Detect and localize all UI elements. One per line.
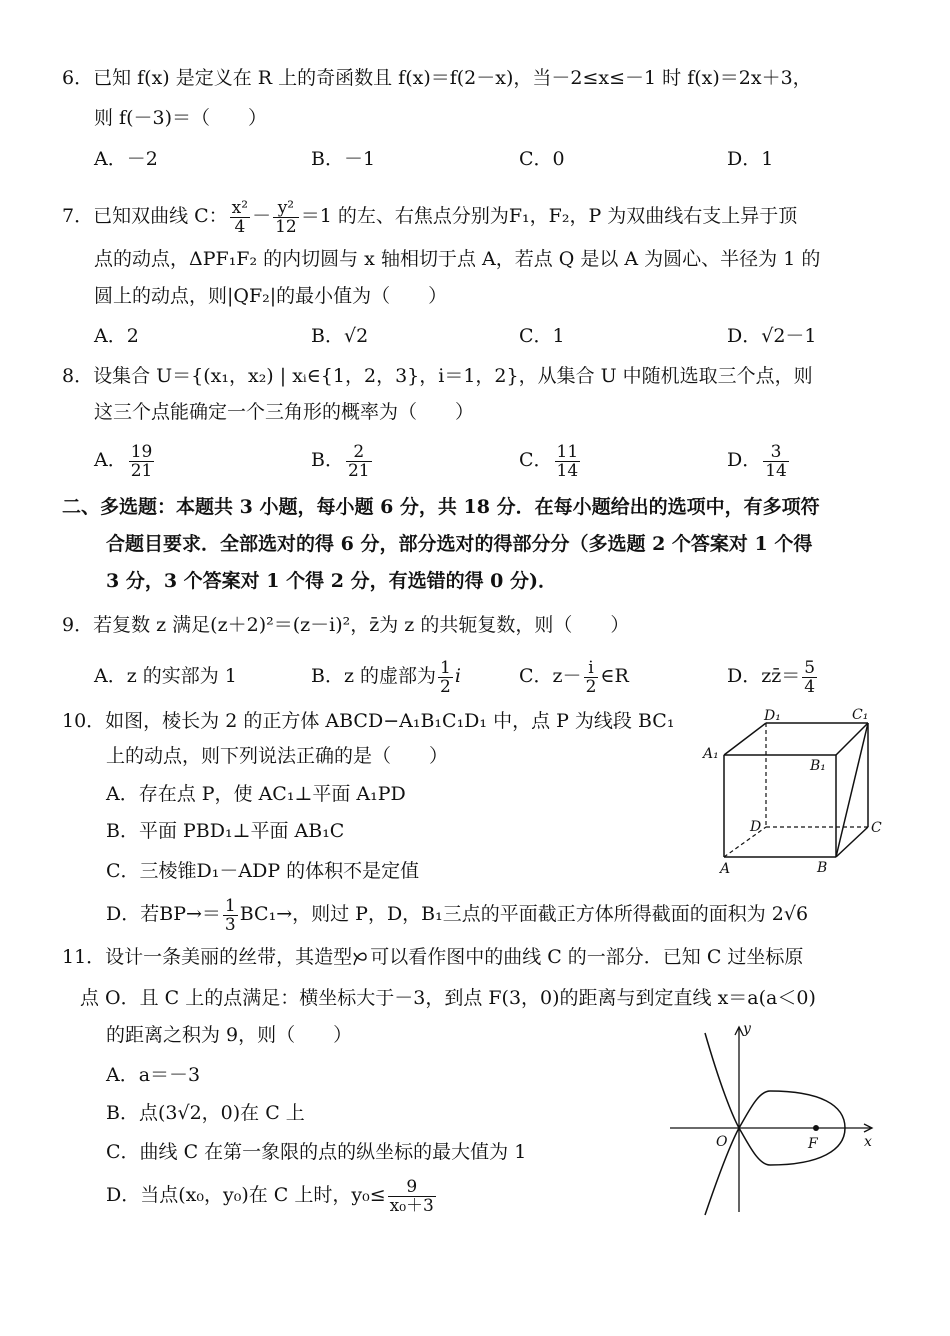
q11-option-d: D．当点(x₀，y₀)在 C 上时，y₀≤ $\frac{9}{\text{x₀＋3}}$ (106, 1176, 434, 1216)
edge-b1-c1 (836, 723, 868, 755)
q7-intro: 7．已知双曲线 C： (62, 205, 228, 227)
q9-line1: 9．若复数 z 满足(z＋2)²＝(z－i)²，z̄为 z 的共轭复数，则（ ） (62, 614, 630, 636)
label-a: A (720, 861, 731, 877)
q6-option-b: B．－1 (311, 148, 376, 170)
q8-option-c: C． $\frac{11}{14}$ (519, 441, 579, 481)
q10-line2: 上的动点，则下列说法正确的是（ ） (106, 745, 449, 767)
section2-heading-line1: 二、多选题：本题共 3 小题，每小题 6 分，共 18 分．在每小题给出的选项中，有多项符 (62, 496, 820, 518)
curve-c (705, 1033, 845, 1215)
label-d: D (750, 819, 762, 835)
q7-option-c: C．1 (519, 325, 565, 347)
focus-point (813, 1125, 819, 1131)
q10-option-b: B．平面 PBD₁⊥平面 AB₁C (106, 820, 345, 842)
label-b: B (817, 860, 828, 876)
label-c1: C₁ (852, 707, 869, 723)
q7-option-a: A．2 (94, 325, 139, 347)
q9-option-d: D．zz̄＝ $\frac{5}{4}$ (727, 657, 816, 697)
edge-a1-d1 (724, 723, 766, 755)
q9-option-a: A．z 的实部为 1 (94, 665, 237, 687)
q7-option-b: B．√2 (311, 325, 369, 347)
q7-fraction-y: $\frac{\text{y²}}{12}$ (275, 197, 297, 237)
q7-line1 (62, 194, 797, 238)
q8-line2: 这三个点能确定一个三角形的概率为（ ） (94, 401, 475, 423)
edge-b-c (836, 827, 868, 857)
q7-fraction-x: $\frac{\text{x²}}{4}$ (231, 197, 249, 237)
q6-option-a: A．－2 (94, 148, 158, 170)
q11-option-b: B．点(3√2，0)在 C 上 (106, 1102, 305, 1124)
section2-heading-line3: 3 分，3 个答案对 1 个得 2 分，有选错的得 0 分)． (106, 570, 558, 592)
q11-line2: 点 O．且 C 上的点满足：横坐标大于－3，到点 F(3，0)的距离与到定直线 x＝a(a＜0) (80, 987, 816, 1009)
ribbon-icon (352, 949, 370, 967)
q7-rest: ＝1 的左、右焦点分别为F₁，F₂，P 为双曲线右支上异于顶 (300, 205, 798, 227)
q10-option-d: D．若BP→＝ $\frac{1}{3}$ BC₁→，则过 P，D，B₁三点的平面截正方体所得截面的面积为 2√6 (106, 895, 809, 935)
q6-line2: 则 f(－3)＝（ ） (94, 107, 267, 129)
q6-option-d: D．1 (727, 148, 774, 170)
q8-line1: 8．设集合 U＝{(x₁，x₂) | xᵢ∈{1，2，3}，i＝1，2}，从集合 U 中随机选取三个点，则 (62, 365, 813, 387)
label-d1: D₁ (764, 708, 781, 724)
q8-option-b: B． $\frac{2}{21}$ (311, 441, 370, 481)
q9-option-c: C．z－ $\frac{i}{2}$ ∈R (519, 657, 629, 697)
label-b1: B₁ (810, 758, 826, 774)
q11-option-a: A．a＝－3 (106, 1064, 201, 1086)
q6-line1: 6．已知 f(x) 是定义在 R 上的奇函数且 f(x)＝f(2－x)，当－2≤x≤－1 时 f(x)＝2x＋3， (62, 67, 812, 89)
q7-option-d: D．√2－1 (727, 325, 817, 347)
label-f: F (808, 1136, 818, 1152)
label-c: C (871, 820, 882, 836)
curve-graph (660, 1015, 890, 1220)
label-a1: A₁ (703, 746, 719, 762)
q11-line3: 的距离之积为 9，则（ ） (106, 1024, 353, 1046)
q11-line1: 11．设计一条美丽的丝带，其造型 可以看作图中的曲线 C 的一部分．已知 C 过坐标原 (62, 946, 804, 968)
q9-option-b: B．z 的虚部为 $\frac{1}{2}$ i (311, 657, 461, 697)
q10-option-c: C．三棱锥D₁－ADP 的体积不是定值 (106, 860, 420, 882)
q10-line1: 10．如图，棱长为 2 的正方体 ABCD−A₁B₁C₁D₁ 中，点 P 为线段 BC₁ (62, 710, 675, 732)
q8-option-d: D． $\frac{3}{14}$ (727, 441, 787, 481)
label-y: y (743, 1021, 751, 1037)
q6-option-c: C．0 (519, 148, 565, 170)
cube-figure (700, 700, 900, 880)
q8-option-a: A． $\frac{19}{21}$ (94, 441, 153, 481)
label-x: x (864, 1134, 872, 1150)
q7-line2: 点的动点，ΔPF₁F₂ 的内切圆与 x 轴相切于点 A，若点 Q 是以 A 为圆心、半径为 1 的 (94, 248, 821, 270)
q7-line3: 圆上的动点，则|QF₂|的最小值为（ ） (94, 285, 448, 307)
segment-b-c1 (836, 723, 868, 857)
section2-heading-line2: 合题目要求．全部选对的得 6 分，部分选对的得部分分（多选题 2 个答案对 1 个得 (106, 533, 813, 555)
label-origin: O (716, 1134, 728, 1150)
q7-minus: － (252, 205, 272, 227)
q10-option-a: A．存在点 P，使 AC₁⊥平面 A₁PD (106, 783, 406, 805)
q11-option-c: C．曲线 C 在第一象限的点的纵坐标的最大值为 1 (106, 1141, 527, 1163)
